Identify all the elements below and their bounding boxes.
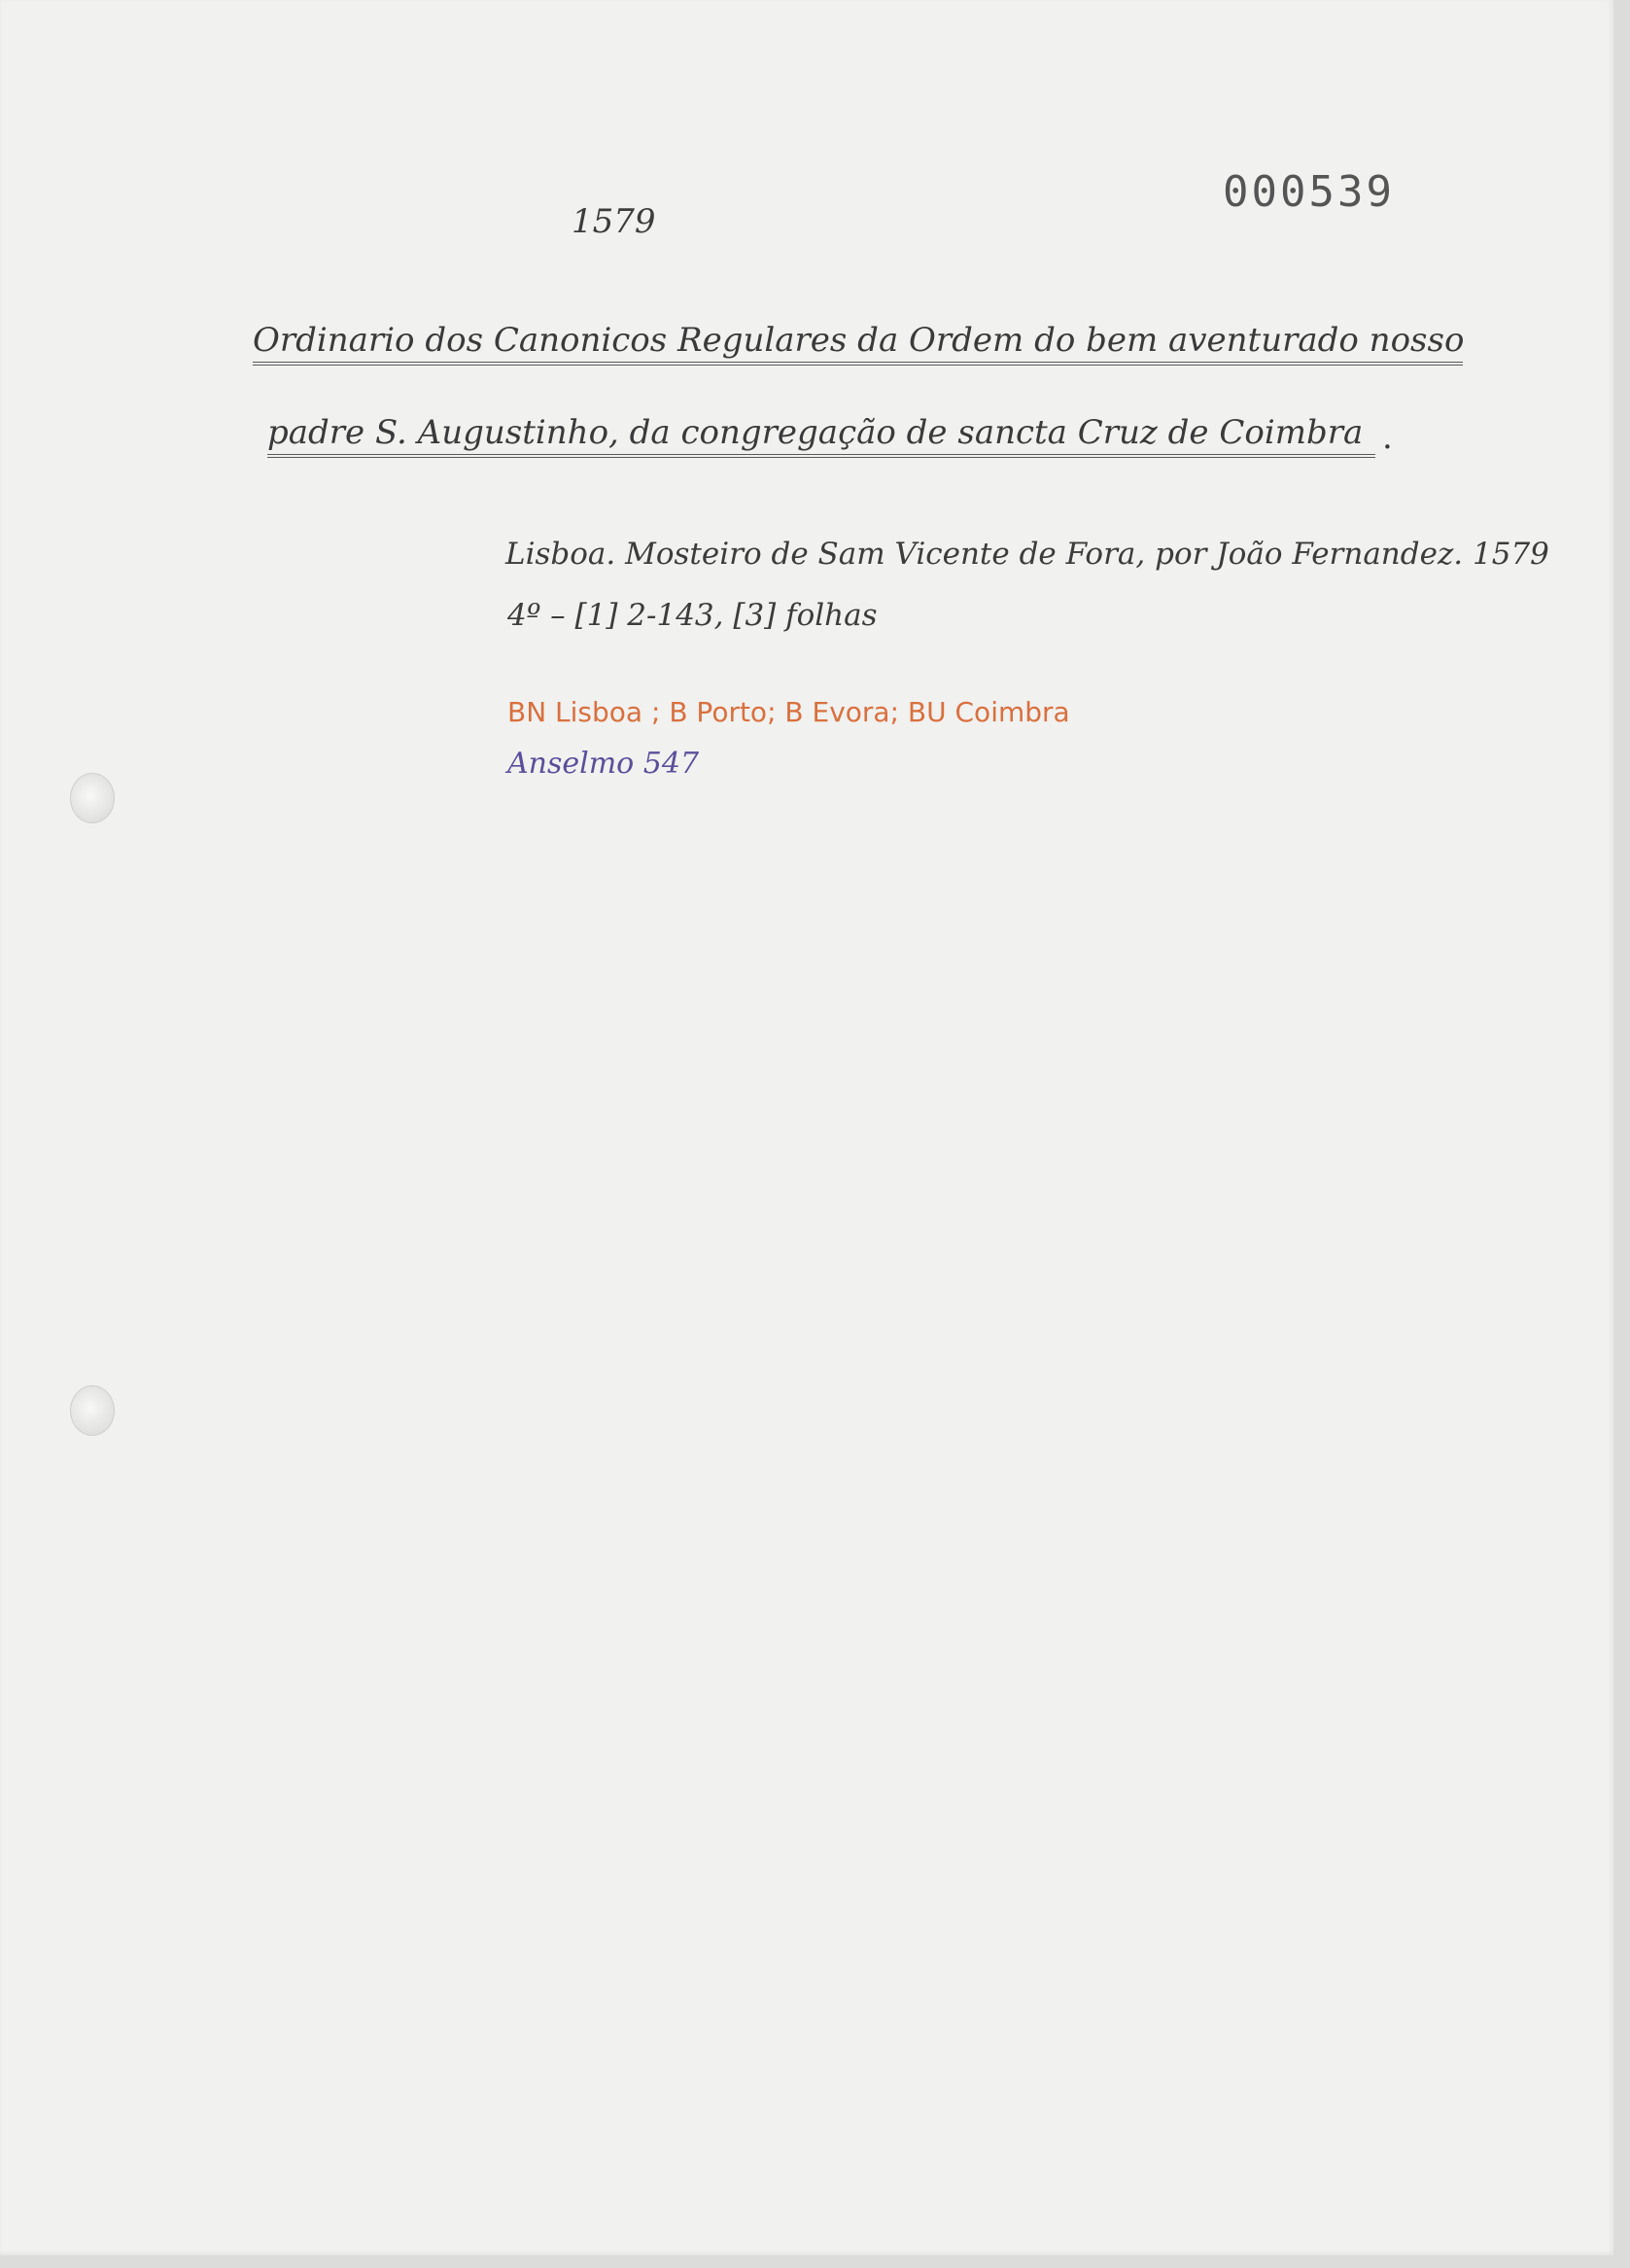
title-line-2: padre S. Augustinho, da congregação de sancta Cruz de Coimbra <box>267 413 1375 458</box>
title-line-1: Ordinario dos Canonicos Regulares da Ordem do bem aventurado nosso <box>253 321 1463 366</box>
punch-hole-icon <box>70 1385 115 1436</box>
holdings-line: BN Lisboa ; B Porto; B Evora; BU Coimbra <box>507 696 1070 728</box>
stamp-number: 000539 <box>1223 167 1395 217</box>
imprint-line: Lisboa. Mosteiro de Sam Vicente de Fora, por João Fernandez. 1579 <box>505 537 1549 572</box>
year-label: 1579 <box>572 202 656 241</box>
collation-line: 4º – [1] 2-143, [3] folhas <box>507 598 878 633</box>
punch-hole-icon <box>70 773 115 823</box>
reference-line: Anselmo 547 <box>507 747 700 781</box>
title-end-punctuation: . <box>1382 418 1393 457</box>
